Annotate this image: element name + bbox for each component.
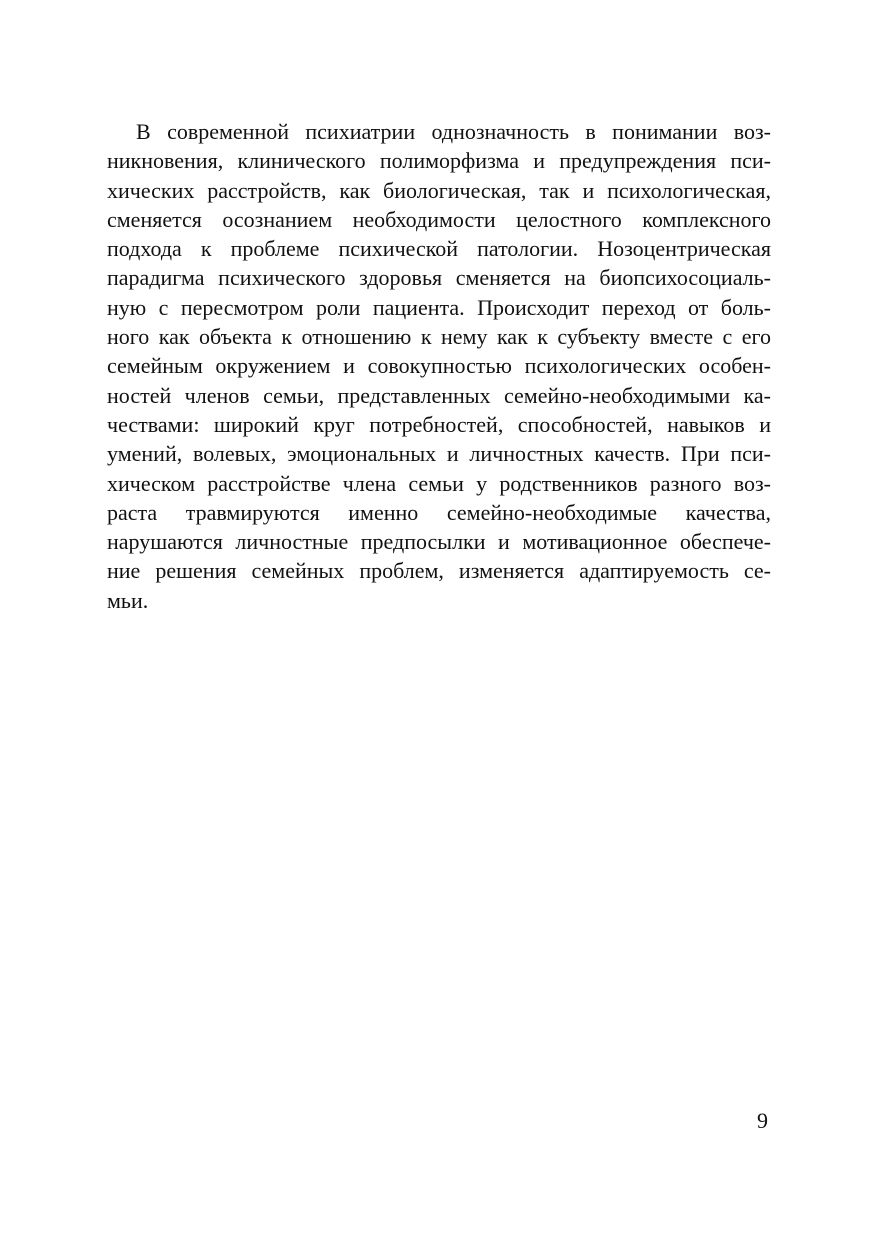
- paragraph-line: сменяется осознанием необходимости целостного комплексного: [107, 206, 771, 232]
- paragraph-line: умений, волевых, эмоциональных и личностных качеств. При пси-: [107, 441, 771, 467]
- page-number: 9: [757, 1108, 768, 1133]
- paragraph-line: хическом расстройстве члена семьи у родственников разного воз-: [107, 470, 771, 496]
- paragraph-line: парадигма психического здоровья сменяется на биопсихосоциаль-: [107, 265, 771, 291]
- paragraph-line: ностей членов семьи, представленных семейно-необходимыми ка-: [107, 382, 771, 408]
- paragraph-line: никновения, клинического полиморфизма и предупреждения пси-: [107, 148, 771, 174]
- paragraph-line: чествами: широкий круг потребностей, способностей, навыков и: [107, 411, 771, 437]
- paragraph-line: В современной психиатрии однозначность в понимании воз-: [136, 119, 771, 144]
- paragraph-line: семейным окружением и совокупностью психологических особен-: [107, 353, 771, 379]
- paragraph-line: мьи.: [107, 587, 149, 613]
- paragraph-line: раста травмируются именно семейно-необходимые качества,: [107, 499, 771, 525]
- paragraph-line: подхода к проблеме психической патологии. Нозоцентрическая: [107, 236, 771, 262]
- paragraph-line: хических расстройств, как биологическая, так и психологическая,: [107, 177, 771, 203]
- body-paragraph: [107, 117, 771, 615]
- paragraph-line: ную с пересмотром роли пациента. Происходит переход от боль-: [107, 294, 771, 320]
- paragraph-line: ние решения семейных проблем, изменяется адаптируемость се-: [107, 558, 771, 584]
- paragraph-line: ного как объекта к отношению к нему как к субъекту вместе с его: [107, 324, 771, 350]
- paragraph-line: нарушаются личностные предпосылки и мотивационное обеспече-: [107, 529, 771, 555]
